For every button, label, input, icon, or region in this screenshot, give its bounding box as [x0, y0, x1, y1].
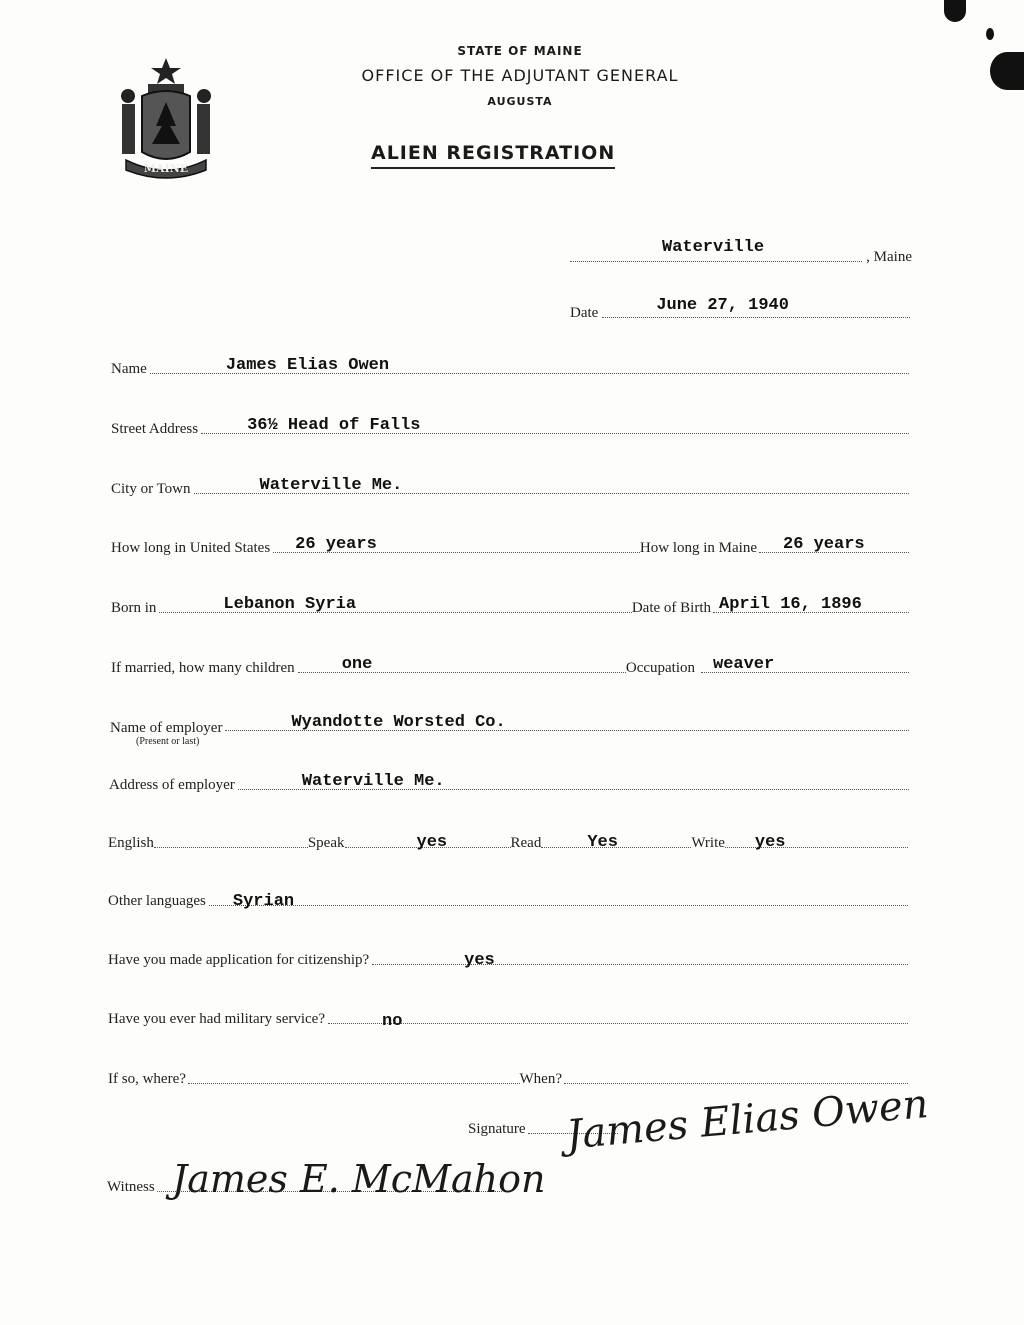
city-label: City or Town [111, 481, 191, 497]
name-label: Name [111, 361, 147, 377]
office-heading: OFFICE OF THE ADJUTANT GENERAL [361, 66, 679, 85]
place-value: Waterville [662, 238, 765, 257]
place-row [570, 236, 912, 266]
write-value: yes [754, 833, 786, 852]
maine-years-label: How long in Maine [639, 540, 757, 556]
street-row [111, 408, 909, 438]
born-in-label: Born in [111, 600, 157, 616]
employer-row [110, 712, 909, 748]
dob-label: Date of Birth [631, 600, 711, 616]
signature-label: Signature [468, 1121, 526, 1137]
employer-address-label: Address of employer [109, 777, 235, 793]
city-row [111, 468, 909, 498]
military-row [108, 998, 908, 1031]
scan-mark [944, 0, 966, 22]
city-heading: AUGUSTA [487, 95, 553, 108]
other-languages-row [108, 880, 908, 910]
us-years-value: 26 years [295, 535, 377, 554]
occupation-label: Occupation [625, 660, 695, 676]
name-row [111, 348, 909, 378]
form-title: ALIEN REGISTRATION [371, 142, 615, 169]
write-label: Write [691, 835, 725, 851]
read-value: Yes [587, 833, 618, 852]
employer-sublabel: (Present or last) [136, 736, 200, 747]
military-label: Have you ever had military service? [108, 1011, 325, 1027]
date-label: Date [570, 305, 599, 321]
street-value: 36½ Head of Falls [247, 416, 421, 435]
svg-text:James E. McMahon: James E. McMahon [172, 1157, 546, 1201]
citizenship-row [108, 939, 908, 969]
place-suffix: , Maine [866, 249, 912, 265]
occupation-value: weaver [713, 655, 775, 674]
speak-value: yes [416, 833, 448, 852]
employer-address-value: Waterville Me. [301, 772, 445, 791]
birth-row [111, 587, 909, 617]
svg-text:James Elias Owen: James Elias Owen [564, 1080, 931, 1159]
dob-value: April 16, 1896 [719, 595, 862, 614]
read-label: Read [510, 835, 542, 851]
employer-address-row [109, 764, 909, 794]
date-row [570, 292, 910, 322]
children-label: If married, how many children [111, 660, 295, 676]
scan-mark [986, 28, 994, 40]
military-value: no [382, 1012, 403, 1031]
us-years-label: How long in United States [111, 540, 271, 556]
state-heading: STATE OF MAINE [457, 44, 583, 58]
witness-signature [168, 1138, 546, 1230]
name-value: James Elias Owen [225, 356, 390, 375]
applicant-signature [560, 1080, 931, 1159]
speak-label: Speak [307, 835, 345, 851]
scan-mark [990, 52, 1024, 90]
citizenship-value: yes [464, 951, 495, 970]
street-label: Street Address [111, 421, 199, 437]
employer-label: Name of employer [110, 720, 223, 736]
city-value: Waterville Me. [259, 476, 403, 495]
when-label: When? [519, 1071, 562, 1087]
family-row [111, 647, 909, 677]
svg-text:MAINE: MAINE [143, 162, 189, 175]
employer-value: Wyandotte Worsted Co. [291, 713, 506, 732]
where-label: If so, where? [108, 1071, 186, 1087]
maine-years-value: 26 years [783, 535, 865, 554]
witness-label: Witness [107, 1179, 155, 1195]
other-languages-label: Other languages [108, 893, 206, 909]
children-value: one [341, 655, 373, 674]
english-row [108, 822, 908, 852]
born-in-value: Lebanon Syria [223, 595, 357, 614]
other-languages-value: Syrian [232, 892, 295, 911]
residence-row [111, 527, 909, 557]
citizenship-label: Have you made application for citizenship? [108, 952, 370, 968]
english-label: English [108, 835, 154, 851]
date-value: June 27, 1940 [656, 296, 789, 315]
